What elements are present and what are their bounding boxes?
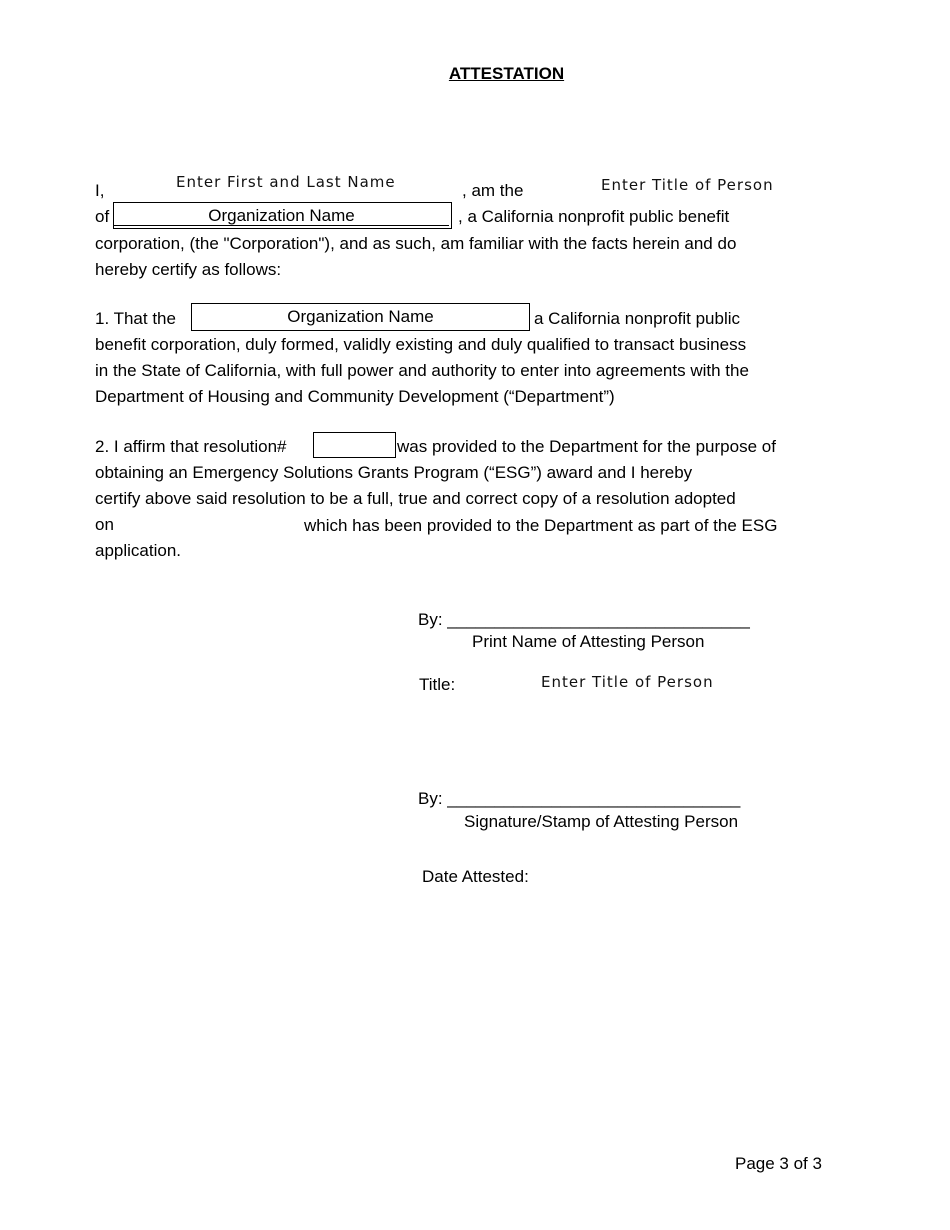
intro-after-org: , a California nonprofit public benefit <box>458 207 730 226</box>
organization-name-field-2-value: Organization Name <box>287 307 434 326</box>
intro-line-3: corporation, (the "Corporation"), and as such, am familiar with the facts herein and do <box>95 234 737 253</box>
item1-after-org: a California nonprofit public <box>534 309 741 328</box>
item2-line-4-rest: which has been provided to the Department as part of the ESG <box>304 516 778 535</box>
item2-after-field: was provided to the Department for the purpose of <box>397 437 776 456</box>
intro-of: of <box>95 207 110 226</box>
intro-line-4: hereby certify as follows: <box>95 260 282 279</box>
date-attested-field[interactable] <box>545 862 775 888</box>
intro-prefix: I, <box>95 181 105 200</box>
organization-name-field-1[interactable] <box>113 202 452 229</box>
item2-prefix: 2. I affirm that resolution# <box>95 437 287 456</box>
item2-line-3: certify above said resolution to be a full, true and correct copy of a resolution adopted <box>95 489 736 508</box>
print-name-caption: Print Name of Attesting Person <box>472 632 705 651</box>
item1-line-3: in the State of California, with full power and authority to enter into agreements with the <box>95 361 749 380</box>
item1-prefix: 1. That the <box>95 309 176 328</box>
intro-am-the: , am the <box>462 181 524 200</box>
organization-name-field-2[interactable] <box>191 303 530 331</box>
item1-line-2: benefit corporation, duly formed, validly existing and duly qualified to transact business <box>95 335 747 354</box>
person-title-field[interactable]: Enter Title of Person <box>601 176 774 194</box>
item2-line-5: application. <box>95 541 182 560</box>
resolution-number-field[interactable] <box>313 432 396 458</box>
item1-line-4: Department of Housing and Community Development (“Department”) <box>95 387 615 406</box>
item2-on: on <box>95 515 114 534</box>
attesting-title-field[interactable]: Enter Title of Person <box>541 673 714 691</box>
by-print-name-line: By: ________________________________ <box>418 610 750 629</box>
organization-name-field-1-value: Organization Name <box>114 203 449 226</box>
page-number: Page 3 of 3 <box>735 1154 822 1173</box>
name-field[interactable]: Enter First and Last Name <box>176 173 396 191</box>
item2-line-2: obtaining an Emergency Solutions Grants Program (“ESG”) award and I hereby <box>95 463 693 482</box>
signature-caption: Signature/Stamp of Attesting Person <box>464 812 739 831</box>
by-signature-line: By: _______________________________ <box>418 789 741 808</box>
document-title: ATTESTATION <box>448 64 565 83</box>
date-attested-label: Date Attested: <box>422 867 529 886</box>
title-label: Title: <box>419 675 456 694</box>
adoption-date-field[interactable] <box>118 512 298 536</box>
